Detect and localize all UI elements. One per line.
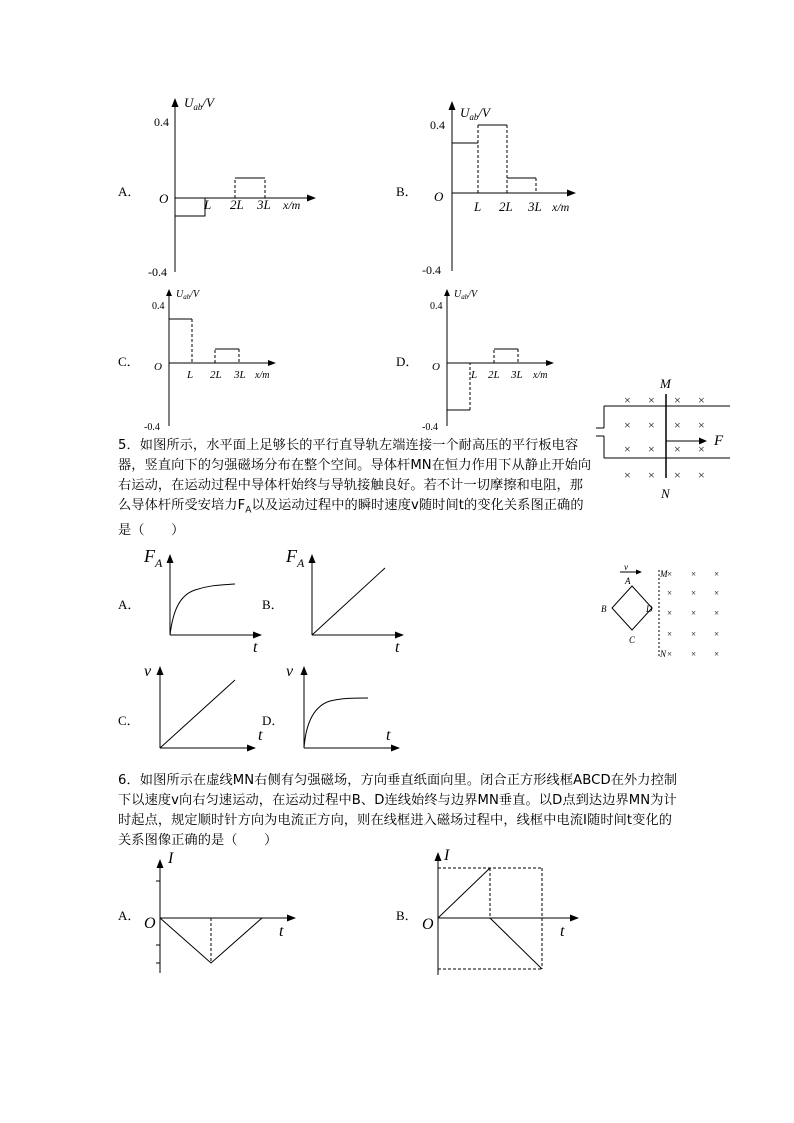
q6-field-crosses <box>667 569 719 659</box>
svg-text:L: L <box>204 197 212 212</box>
svg-text:×: × <box>698 468 705 482</box>
svg-text:Uab/V: $U_{ab}/V$ <box>184 95 214 112</box>
svg-text:-0.4: -0.4 <box>148 265 167 279</box>
svg-text:Uab/V: $U_{ab}/V$ <box>460 105 490 122</box>
svg-text:Uab/V: $U_{ab}/V$ <box>454 289 478 301</box>
svg-text:I: I <box>168 850 174 867</box>
svg-text:3L: 3L <box>511 369 523 381</box>
svg-text:t: t <box>386 727 391 744</box>
svg-text:FA: $F_A$ <box>286 546 305 570</box>
q6-option-b-label[interactable]: B． <box>396 908 418 923</box>
svg-text:3L: 3L <box>257 197 271 212</box>
svg-text:×: × <box>698 442 705 456</box>
svg-text:-0.4: -0.4 <box>422 263 441 277</box>
svg-text:-0.4: -0.4 <box>144 422 160 432</box>
svg-text:0.4: 0.4 <box>430 301 443 312</box>
svg-text:L: L <box>187 369 194 381</box>
svg-text:×: × <box>714 588 720 598</box>
svg-text:×: × <box>648 468 655 482</box>
svg-text:×: × <box>624 468 631 482</box>
q5-question-text: 5．如图所示，水平面上足够长的平行直导轨左端连接一个耐高压的平行板电容器，竖直向下的匀强磁场分布在整个空间。导体杆MN在恒力作用下从静止开始向右运动，在运动过程中导体杆始终与导轨接触良好。若不计一切摩擦和电阻，那么导体杆所受安培力$F_A$以及运动过程中的瞬时速度v随时间t的变化关系图正确的是（ ） <box>118 438 592 538</box>
svg-text:C: C <box>629 635 636 645</box>
q5-figure <box>596 372 736 504</box>
svg-text:L: L <box>474 199 482 214</box>
svg-text:t: t <box>258 727 263 744</box>
svg-text:×: × <box>691 569 697 579</box>
svg-text:O: O <box>159 191 169 206</box>
svg-text:2L: 2L <box>499 199 513 214</box>
q5-graph-d <box>282 656 412 768</box>
svg-text:v: v <box>286 663 294 680</box>
svg-text:-0.4: -0.4 <box>422 422 438 432</box>
svg-text:×: × <box>674 418 681 432</box>
q4-graph-a <box>140 92 320 287</box>
svg-text:t: t <box>395 639 400 656</box>
q5-option-a-label[interactable]: A． <box>118 597 141 612</box>
svg-text:×: × <box>667 629 673 639</box>
svg-text:×: × <box>714 649 720 659</box>
svg-text:×: × <box>714 608 720 618</box>
q5-graph-a <box>140 540 270 658</box>
svg-text:O: O <box>154 361 162 373</box>
svg-text:v: v <box>144 663 152 680</box>
svg-text:t: t <box>279 923 284 940</box>
svg-text:×: × <box>674 468 681 482</box>
q5-graph-c <box>140 656 270 768</box>
svg-text:×: × <box>674 393 681 407</box>
svg-text:3L: 3L <box>528 199 542 214</box>
q6-option-a-label[interactable]: A． <box>118 908 141 923</box>
svg-text:x/m: x/m <box>533 370 548 381</box>
svg-text:x/m: x/m <box>283 198 301 212</box>
q4-option-c-label[interactable]: C． <box>118 354 140 369</box>
svg-text:I: I <box>444 847 450 864</box>
svg-text:×: × <box>698 393 705 407</box>
q4-option-b-label[interactable]: B． <box>396 184 418 199</box>
q4-graph-b <box>418 95 598 285</box>
q6-question-text: 6．如图所示在虚线MN右侧有匀强磁场，方向垂直纸面向里。闭合正方形线框ABCD在外力控制下以速度v向右匀速运动，在运动过程中B、D连线始终与边界MN垂直。以D点到达边界MN为计时起点，规定顺时针方向为电流正方向，则在线框进入磁场过程中，线框中电流I随时间t变化的关系图像正确的是（ ） <box>118 773 678 848</box>
q6-graph-a <box>140 845 320 980</box>
svg-text:×: × <box>624 418 631 432</box>
q5-option-c-label[interactable]: C． <box>118 713 140 728</box>
svg-text:t: t <box>560 923 565 940</box>
svg-text:M: M <box>660 569 668 579</box>
svg-text:O: O <box>144 915 156 932</box>
svg-text:D: D <box>646 604 653 614</box>
q6-figure <box>596 560 736 664</box>
svg-text:×: × <box>714 569 720 579</box>
svg-text:×: × <box>714 629 720 639</box>
svg-text:0.4: 0.4 <box>152 301 165 312</box>
svg-text:x/m: x/m <box>552 200 570 214</box>
svg-text:×: × <box>648 418 655 432</box>
svg-text:2L: 2L <box>210 369 222 381</box>
svg-text:x/m: x/m <box>255 370 270 381</box>
svg-text:×: × <box>667 569 673 579</box>
svg-text:0.4: 0.4 <box>154 115 169 129</box>
svg-text:F: F <box>714 433 724 449</box>
svg-text:×: × <box>648 442 655 456</box>
svg-text:O: O <box>434 189 444 204</box>
svg-text:2L: 2L <box>488 369 500 381</box>
svg-text:N: N <box>661 486 670 501</box>
svg-text:×: × <box>667 608 673 618</box>
svg-text:×: × <box>698 418 705 432</box>
svg-text:O: O <box>432 361 440 373</box>
svg-text:A: A <box>625 576 631 586</box>
svg-text:×: × <box>691 649 697 659</box>
svg-text:v: v <box>624 562 628 572</box>
svg-text:FA: $F_A$ <box>144 546 163 570</box>
q4-graph-d <box>418 284 578 432</box>
q4-graph-c <box>140 284 300 432</box>
svg-text:×: × <box>674 442 681 456</box>
svg-text:O: O <box>422 916 434 933</box>
svg-text:t: t <box>253 639 258 656</box>
svg-text:Uab/V: $U_{ab}/V$ <box>176 289 200 301</box>
svg-text:×: × <box>667 649 673 659</box>
svg-text:3L: 3L <box>234 369 246 381</box>
svg-text:×: × <box>691 608 697 618</box>
svg-text:M: M <box>660 376 671 391</box>
svg-text:B: B <box>601 604 607 614</box>
q4-option-a-label[interactable]: A． <box>118 184 141 199</box>
svg-text:×: × <box>691 588 697 598</box>
svg-text:×: × <box>624 393 631 407</box>
q6-graph-b <box>418 840 598 980</box>
svg-text:×: × <box>691 629 697 639</box>
svg-text:L: L <box>471 369 478 381</box>
svg-text:×: × <box>648 393 655 407</box>
q5-option-d-label[interactable]: D． <box>262 713 285 728</box>
q5-option-b-label[interactable]: B． <box>262 597 284 612</box>
q5-graph-b <box>282 540 412 658</box>
svg-text:2L: 2L <box>230 197 244 212</box>
svg-text:×: × <box>667 588 673 598</box>
svg-text:N: N <box>660 649 667 659</box>
svg-text:×: × <box>624 442 631 456</box>
svg-text:0.4: 0.4 <box>430 118 445 132</box>
q4-option-d-label[interactable]: D． <box>396 354 419 369</box>
